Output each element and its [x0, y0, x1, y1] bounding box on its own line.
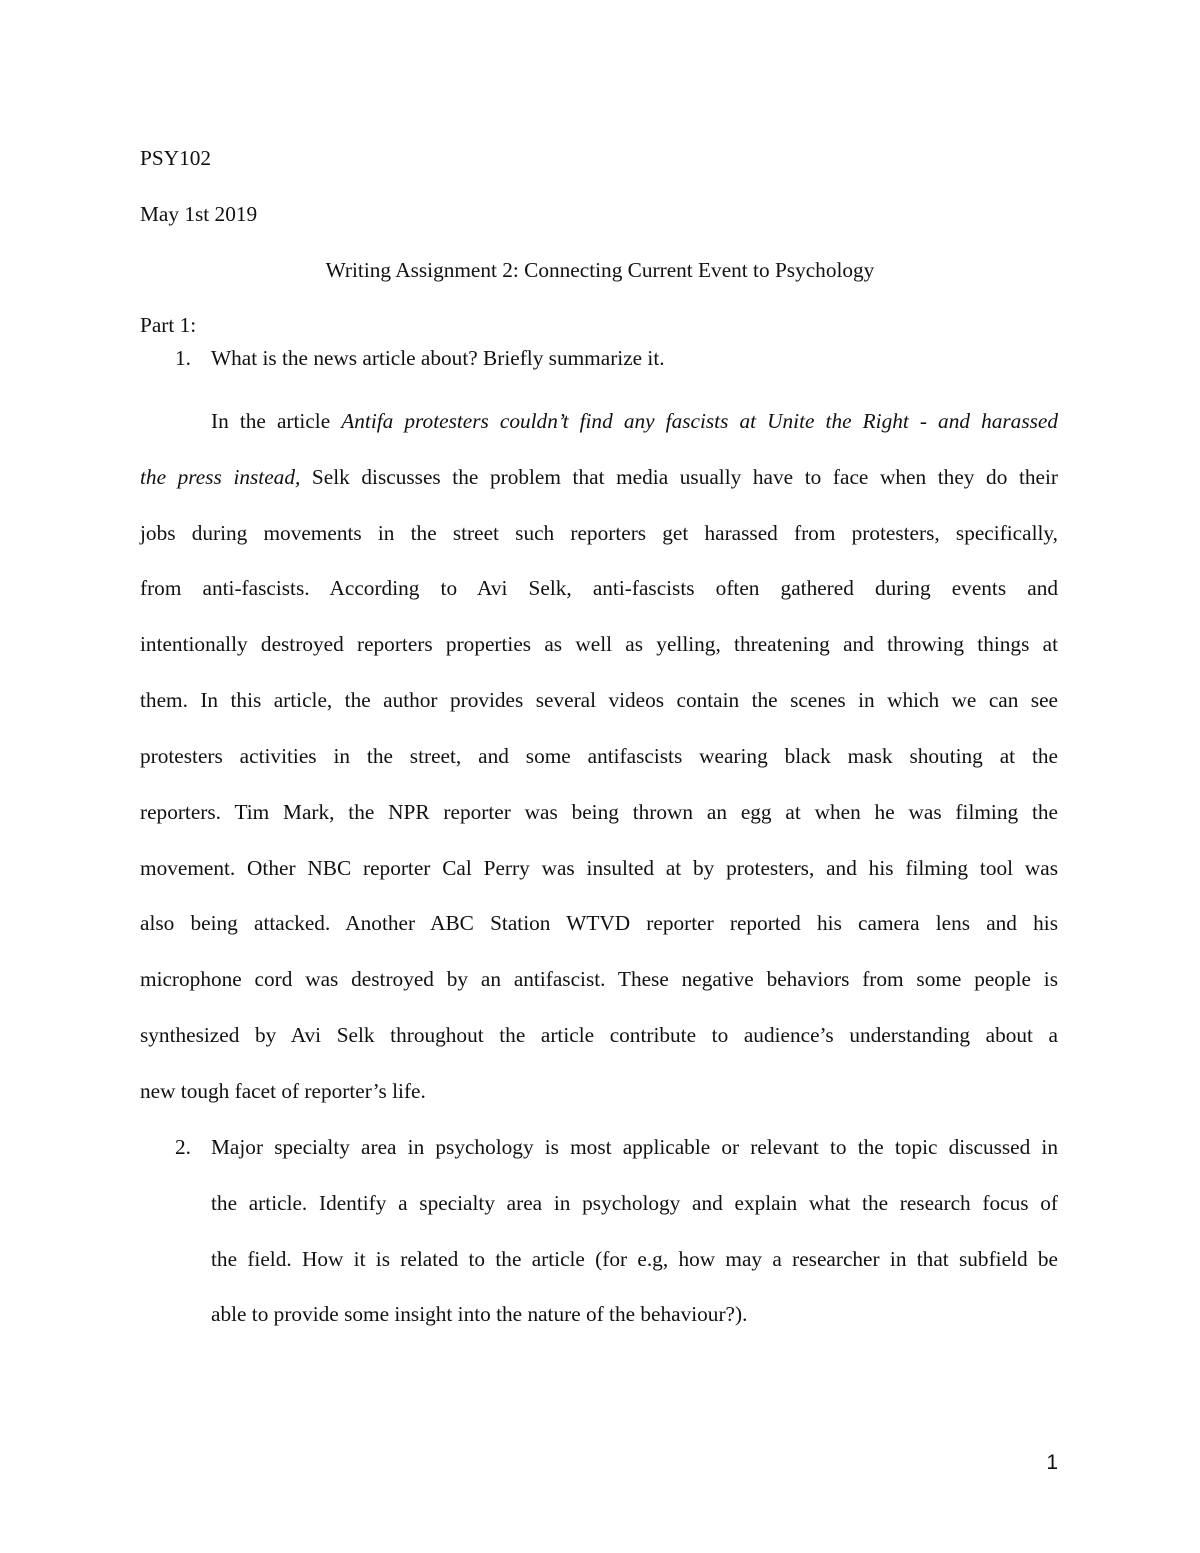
answer-line: jobs during movements in the street such reporters get harassed from protesters, specifically, — [140, 521, 1058, 545]
answer-line: reporters. Tim Mark, the NPR reporter was being thrown an egg at when he was filming the — [140, 800, 1058, 824]
question-2-line: Major specialty area in psychology is most applicable or relevant to the topic discussed in — [211, 1135, 1058, 1159]
answer-line: protesters activities in the street, and some antifascists wearing black mask shouting at the — [140, 744, 1058, 768]
answer-line: synthesized by Avi Selk throughout the article contribute to audience’s understanding about a — [140, 1023, 1058, 1047]
page-number: 1 — [1046, 1451, 1058, 1474]
question-2-line: the field. How it is related to the article (for e.g, how may a researcher in that subfield be — [211, 1247, 1058, 1271]
answer-line: also being attacked. Another ABC Station WTVD reporter reported his camera lens and his — [140, 911, 1058, 935]
answer-intro: In the article — [211, 409, 342, 433]
question-1-number: 1. — [175, 346, 191, 370]
answer-line: movement. Other NBC reporter Cal Perry was insulted at by protesters, and his filming tool was — [140, 856, 1058, 880]
question-2-number: 2. — [175, 1135, 191, 1159]
answer-line: from anti-fascists. According to Avi Selk, anti-fascists often gathered during events and — [140, 576, 1058, 600]
date: May 1st 2019 — [140, 202, 258, 226]
article-title-part-1: Antifa protesters couldn’t find any fascists at Unite the Right - and harassed — [341, 409, 1058, 433]
answer-line: them. In this article, the author provides several videos contain the scenes in which we can see — [140, 688, 1058, 712]
article-title-part-2: the press instead, — [140, 465, 301, 489]
answer-line-1 — [211, 411, 1058, 432]
answer-line: microphone cord was destroyed by an antifascist. These negative behaviors from some people is — [140, 967, 1058, 991]
question-2-line: the article. Identify a specialty area in psychology and explain what the research focus of — [211, 1191, 1058, 1215]
question-1-text: What is the news article about? Briefly summarize it. — [211, 346, 665, 370]
answer-line: intentionally destroyed reporters properties as well as yelling, threatening and throwing things at — [140, 632, 1058, 656]
course-code: PSY102 — [140, 146, 212, 170]
answer-line-2 — [140, 467, 1058, 488]
answer-line-2-rest: Selk discusses the problem that media usually have to face when they do their — [300, 465, 1058, 489]
question-2-line-last: able to provide some insight into the nature of the behaviour?). — [211, 1302, 748, 1326]
part-label: Part 1: — [140, 313, 197, 337]
answer-line-last: new tough facet of reporter’s life. — [140, 1079, 426, 1103]
assignment-title: Writing Assignment 2: Connecting Current Event to Psychology — [325, 258, 875, 282]
